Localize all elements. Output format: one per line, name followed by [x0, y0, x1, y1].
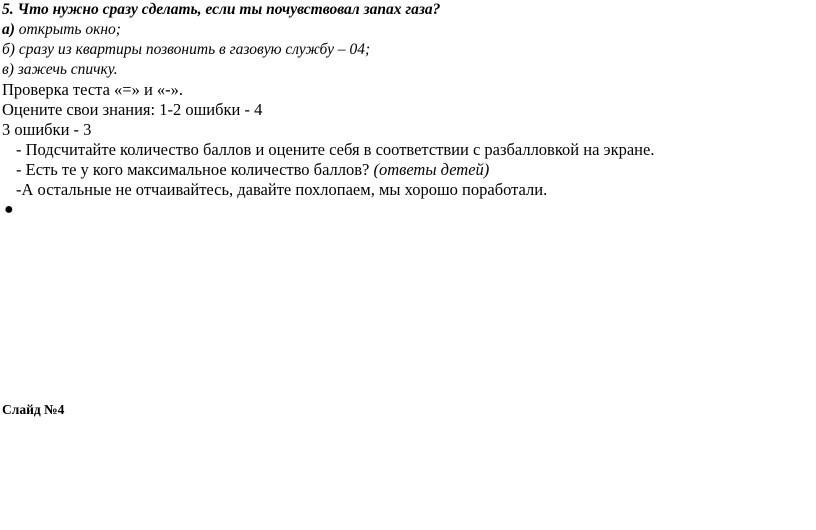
option-b: б) сразу из квартиры позвонить в газовую службу – 04;	[2, 41, 371, 58]
instruction-item-2-text: - Есть те у кого максимальное количество баллов?	[16, 160, 374, 179]
grade-line-2: 3 ошибки - 3	[2, 120, 92, 139]
slide-label: Слайд №4	[2, 402, 65, 417]
option-a-marker: а)	[2, 21, 15, 38]
question-title: 5. Что нужно сразу сделать, если ты почувствовал запах газа?	[2, 1, 441, 18]
instruction-item-3: -А остальные не отчаивайтесь, давайте похлопаем, мы хорошо поработали.	[16, 180, 548, 199]
grade-line-1: Оцените свои знания: 1-2 ошибки - 4	[2, 100, 263, 119]
instruction-item-2	[16, 160, 489, 180]
option-a	[2, 20, 121, 40]
option-a-text: открыть окно;	[14, 21, 121, 38]
bullet-icon: ●	[4, 201, 14, 218]
option-c: в) зажечь спичку.	[2, 61, 118, 78]
instruction-item-2-note: (ответы детей)	[373, 160, 490, 179]
instruction-item-1: - Подсчитайте количество баллов и оцените себя в соответствии с разбалловкой на экране.	[16, 140, 655, 159]
test-check-line: Проверка теста «=» и «-».	[2, 80, 184, 99]
